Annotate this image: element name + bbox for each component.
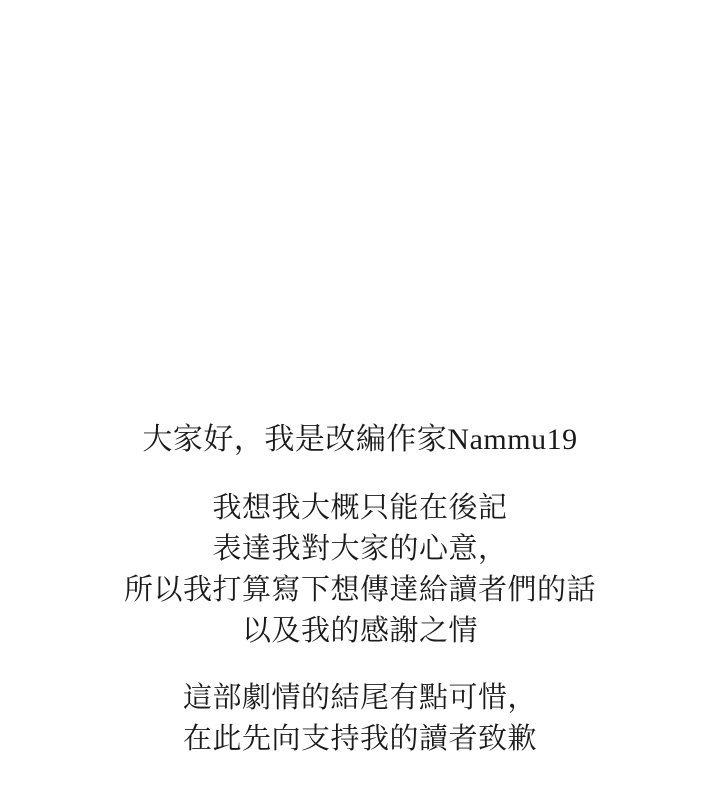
afterword-text-stack [0, 418, 720, 760]
text-line: 大家好，我是改編作家Nammu19 [142, 423, 578, 456]
text-line: 這部劇情的結尾有點可惜， [182, 682, 537, 714]
text-line: 我想我大概只能在後記 [212, 492, 508, 524]
paragraph-closing [0, 678, 720, 760]
text-line: 以及我的感謝之情 [241, 615, 478, 647]
text-line: 表達我對大家的心意， [212, 533, 508, 565]
paragraph-message [0, 488, 720, 652]
text-line: 在此先向支持我的讀者致歉 [182, 723, 537, 755]
text-line: 所以我打算寫下想傳達給讀者們的話 [123, 574, 596, 606]
paragraph-greeting [0, 418, 720, 462]
